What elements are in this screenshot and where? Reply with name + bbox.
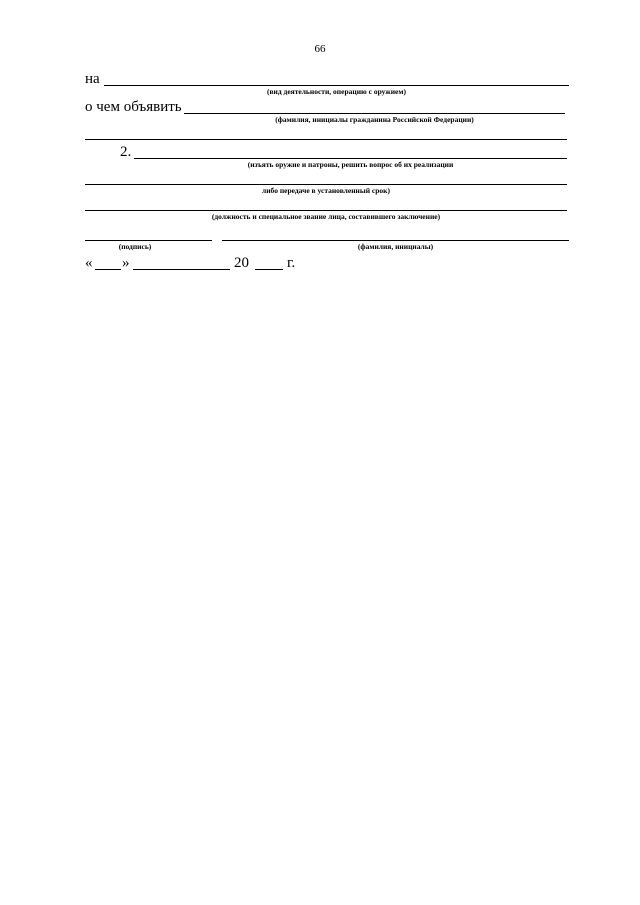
name-caption: (фамилия, инициалы) (357, 242, 434, 251)
signature-caption: (подпись) (118, 242, 152, 251)
date-month-field-line[interactable] (133, 269, 230, 270)
date-day-field-line[interactable] (95, 269, 121, 270)
activity-label: на (85, 71, 100, 87)
date-year-field-line[interactable] (255, 269, 283, 270)
officer-field-line[interactable] (85, 210, 567, 211)
item-2-caption-line-1: (изъять оружие и патроны, решить вопрос об их реализации (247, 160, 454, 169)
page-number: 66 (314, 43, 326, 55)
date-year-suffix: г. (287, 255, 296, 271)
name-field-line[interactable] (222, 240, 569, 241)
signature-field-line[interactable] (85, 240, 212, 241)
continuation-line[interactable] (85, 139, 567, 140)
activity-field-line[interactable] (104, 85, 569, 86)
date-close-quote: » (122, 255, 130, 271)
item-2-continuation-line[interactable] (85, 184, 567, 185)
date-open-quote: « (85, 255, 93, 271)
item-2-number: 2. (120, 144, 132, 160)
activity-caption: (вид деятельности, операцию с оружием) (266, 87, 406, 96)
item-2-field-line[interactable] (134, 158, 567, 159)
date-year-prefix: 20 (234, 255, 249, 271)
officer-caption: (должность и специальное звание лица, составившего заключение) (211, 212, 441, 221)
item-2-caption-line-2: либо передаче в установленный срок) (262, 186, 390, 195)
citizen-name-caption: (фамилия, инициалы гражданина Российской Федерации) (275, 115, 474, 124)
citizen-name-field-line[interactable] (184, 113, 565, 114)
announce-label: о чем объявить (85, 99, 182, 115)
